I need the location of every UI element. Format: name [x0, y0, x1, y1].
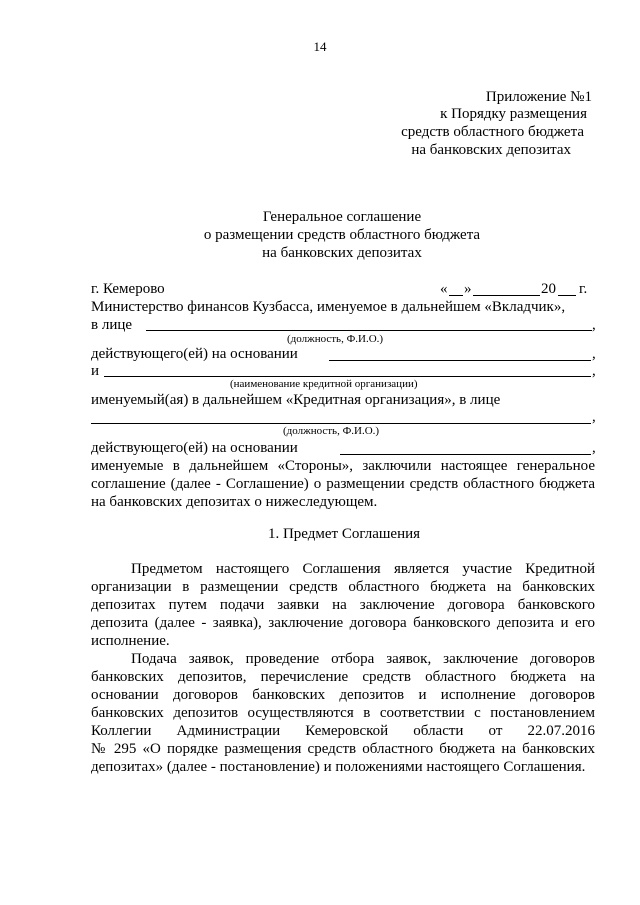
page-number: 14	[313, 39, 327, 54]
section-1-heading: 1. Предмет Соглашения	[267, 526, 421, 542]
section-1-p2-line-2: банковских депозитов, перечисление средств областного бюджета на	[91, 669, 595, 685]
section-1-p1-line-4: депозита (далее - заявка), заключение договора банковского депозита и его	[91, 615, 595, 631]
month-blank	[473, 295, 540, 296]
comma-1: ,	[592, 317, 596, 333]
appendix-line-1: Приложение №1	[485, 89, 592, 105]
parties-line-1: именуемые в дальнейшем «Стороны», заключили настоящее генеральное	[91, 458, 595, 474]
section-1-p1-line-1: Предметом настоящего Соглашения является участие Кредитной	[131, 561, 595, 577]
section-1-p2-line-7: депозитах» (далее - постановление) и положениями настоящего Соглашения.	[91, 759, 586, 775]
section-1-p2-line-1: Подача заявок, проведение отбора заявок, заключение договоров	[131, 651, 595, 667]
appendix-line-2: к Порядку размещения	[440, 106, 587, 122]
credit-org-blank	[104, 376, 591, 377]
caption-position-2: (должность, Ф.И.О.)	[283, 425, 380, 437]
section-1-p2-line-6: № 295 «О порядке размещения средств областного бюджета на банковских	[91, 741, 595, 757]
basis-blank	[329, 360, 591, 361]
caption-org: (наименование кредитной организации)	[230, 378, 418, 390]
position2-blank	[91, 423, 591, 424]
year-prefix: 20	[541, 281, 556, 297]
title-line-3: на банковских депозитах	[262, 245, 422, 261]
acting-basis-2-label: действующего(ей) на основании	[91, 440, 298, 456]
ministry-line: Министерство финансов Кузбасса, именуемое в дальнейшем «Вкладчик»,	[91, 299, 566, 315]
year-suffix: г.	[579, 281, 588, 297]
comma-2: ,	[592, 346, 596, 362]
caption-position: (должность, Ф.И.О.)	[287, 333, 384, 345]
title-line-1: Генеральное соглашение	[262, 209, 422, 225]
date-close-quote: »	[464, 281, 472, 297]
comma-3: ,	[592, 363, 596, 379]
position-blank	[146, 330, 592, 331]
section-1-p1-line-3: депозитах путем подачи заявки на заключение договора банковского	[91, 597, 595, 613]
named-credit-org: именуемый(ая) в дальнейшем «Кредитная организация», в лице	[91, 392, 501, 408]
title-line-2: о размещении средств областного бюджета	[203, 227, 481, 243]
basis2-blank	[340, 454, 591, 455]
appendix-line-4: на банковских депозитах	[411, 142, 571, 158]
section-1-p2-line-5: Коллегии Администрации Кемеровской области от 22.07.2016	[91, 723, 595, 739]
section-1-p1-line-5: исполнение.	[91, 633, 170, 649]
day-blank	[449, 295, 463, 296]
date-open-quote: «	[440, 281, 448, 297]
section-1-p2-line-4: банковских депозитов осуществляются в соответствии с постановлением	[91, 705, 595, 721]
section-1-p2-line-3: основании договоров банковских депозитов и исполнение договоров	[91, 687, 595, 703]
comma-5: ,	[592, 440, 596, 456]
and-label: и	[91, 363, 100, 379]
acting-basis-label: действующего(ей) на основании	[91, 346, 298, 362]
comma-4: ,	[592, 409, 596, 425]
in-person-label: в лице	[91, 317, 133, 333]
parties-line-3: на банковских депозитах о нижеследующем.	[91, 494, 378, 510]
section-1-p1-line-2: организации в размещении средств областного бюджета на банковских	[91, 579, 595, 595]
appendix-line-3: средств областного бюджета	[401, 124, 584, 140]
parties-line-2: соглашение (далее - Соглашение) о размещении средств областного бюджета	[91, 476, 595, 492]
city: г. Кемерово	[91, 281, 165, 297]
year-blank	[558, 295, 576, 296]
